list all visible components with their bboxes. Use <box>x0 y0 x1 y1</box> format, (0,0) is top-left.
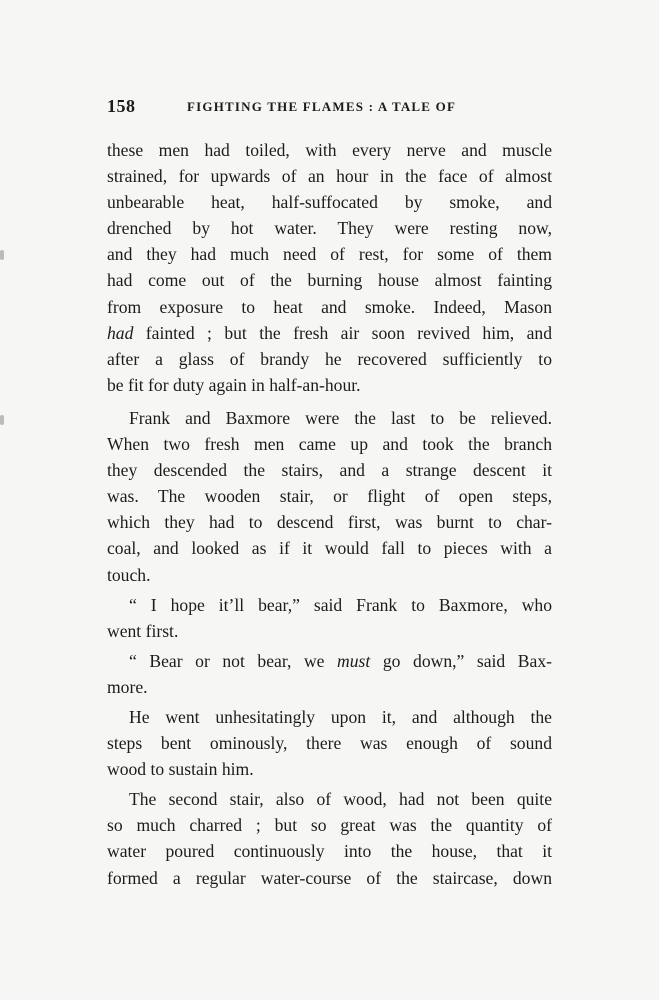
text-line: so much charred ; but so great was the quantity of <box>107 815 552 836</box>
page-header <box>107 96 552 120</box>
text-line <box>107 320 552 346</box>
text-fragment: “ Bear or not bear, we <box>129 650 338 671</box>
page-number: 158 <box>107 96 136 116</box>
running-title: FIGHTING THE FLAMES : A TALE OF <box>187 99 457 114</box>
text-line: steps bent ominously, there was enough of sound <box>107 733 552 754</box>
paragraph <box>107 648 552 700</box>
text-line: Frank and Baxmore were the last to be relieved. <box>129 407 552 428</box>
text-line: be fit for duty again in half-an-hour. <box>107 374 361 395</box>
text-line: wood to sustain him. <box>107 759 254 780</box>
text-line: The second stair, also of wood, had not been quite <box>129 789 552 810</box>
text-line: these men had toiled, with every nerve and muscle <box>107 140 552 160</box>
text-line: they descended the stairs, and a strange descent it <box>107 460 552 481</box>
italic-word: must <box>337 650 371 671</box>
text-line: was. The wooden stair, or flight of open steps, <box>107 486 552 507</box>
page-edge-mark <box>0 415 4 425</box>
text-line: and they had much need of rest, for some of them <box>107 244 552 265</box>
text-line: coal, and looked as if it would fall to pieces with a <box>107 538 552 559</box>
text-fragment: fainted ; but the fresh air soon revived him, and <box>133 322 552 343</box>
page-edge-mark <box>0 250 4 260</box>
text-line: He went unhesitatingly upon it, and although the <box>129 706 552 727</box>
text-line <box>107 648 552 674</box>
text-line: which they had to descend first, was burnt to char- <box>107 512 552 533</box>
text-line: water poured continuously into the house, that it <box>107 841 552 862</box>
text-line: unbearable heat, half-suffocated by smoke, and <box>107 192 552 213</box>
italic-word: had <box>107 322 134 343</box>
text-line: after a glass of brandy he recovered sufficiently to <box>107 348 552 369</box>
paragraph <box>107 786 552 890</box>
paragraph <box>107 704 552 782</box>
text-line: touch. <box>107 564 151 585</box>
body-text <box>107 137 552 891</box>
paragraph <box>107 405 552 588</box>
text-line: went first. <box>107 620 179 641</box>
text-line: “ I hope it’ll bear,” said Frank to Baxmore, who <box>129 594 552 615</box>
text-line: more. <box>107 676 148 697</box>
text-line: strained, for upwards of an hour in the face of almost <box>107 166 552 187</box>
text-line: had come out of the burning house almost fainting <box>107 270 552 291</box>
text-line: from exposure to heat and smoke. Indeed, Mason <box>107 296 552 317</box>
text-line: When two fresh men came up and took the branch <box>107 434 552 455</box>
text-line: drenched by hot water. They were resting now, <box>107 218 552 239</box>
paragraph <box>107 137 552 398</box>
text-fragment: go down,” said Bax- <box>370 650 552 671</box>
text-line: formed a regular water-course of the staircase, down <box>107 867 552 888</box>
paragraph <box>107 592 552 644</box>
